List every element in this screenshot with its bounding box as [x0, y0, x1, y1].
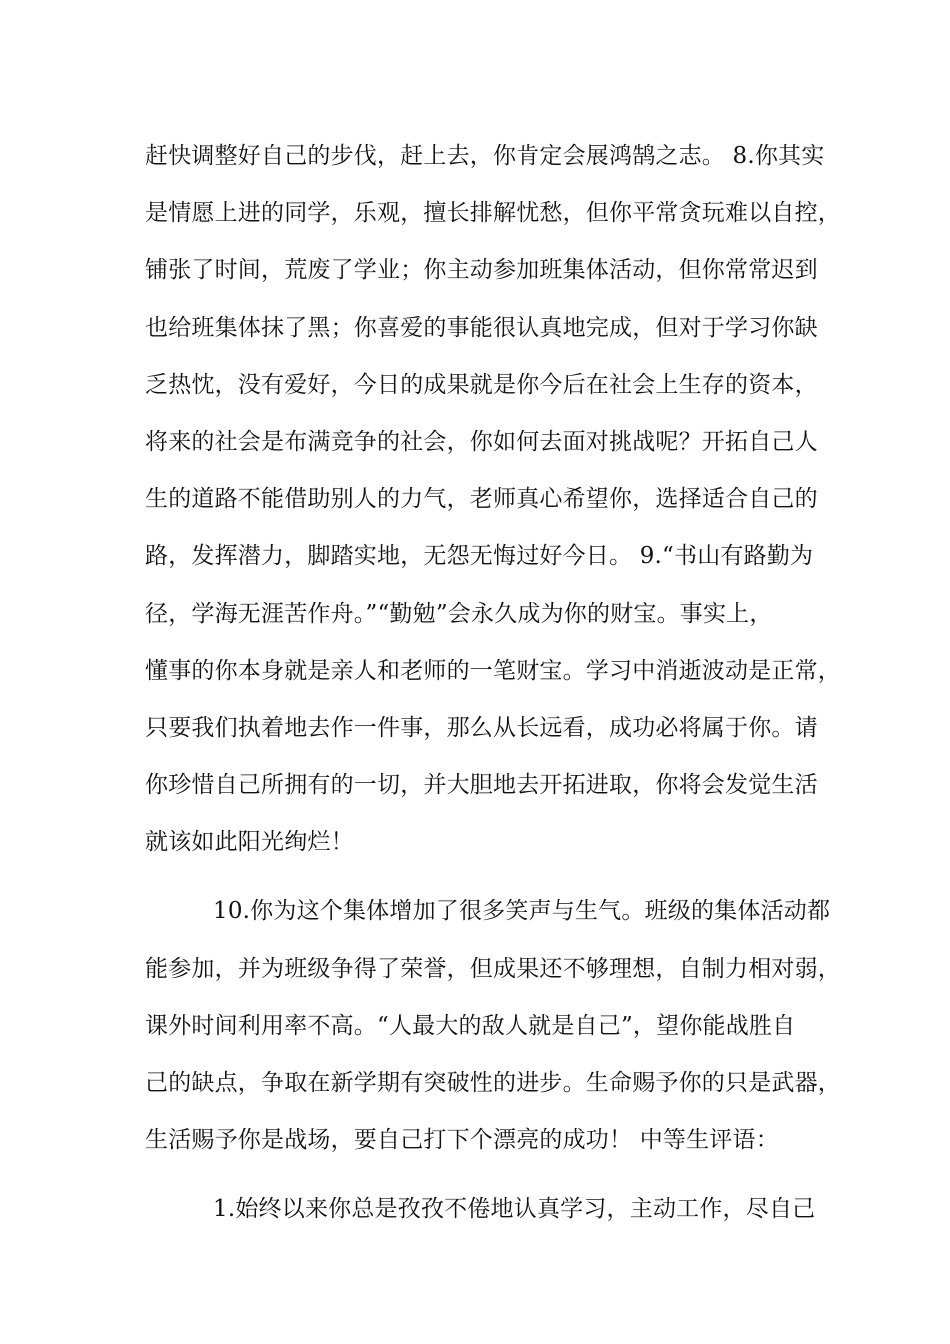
- text-line: 路，发挥潜力，脚踏实地，无怨无悔过好今日。 9.“书山有路勤为: [145, 543, 814, 570]
- paragraph-spacer: [145, 1169, 825, 1181]
- text-line: 只要我们执着地去作一件事，那么从长远看，成功必将属于你。请: [145, 714, 818, 741]
- text-line: 能参加，并为班级争得了荣誉，但成果还不够理想，自制力相对弱，: [145, 955, 841, 982]
- text-line: 也给班集体抹了黑；你喜爱的事能很认真地完成，但对于学习你缺: [145, 314, 818, 341]
- text-line: 课外时间利用率不高。“人最大的敌人就是自己”，望你能战胜自: [145, 1012, 796, 1039]
- text-line: 乏热忱，没有爱好，今日的成果就是你今后在社会上生存的资本，: [145, 371, 818, 398]
- text-line: 赶快调整好自己的步伐，赶上去，你肯定会展鸿鹄之志。 8.你其实: [145, 143, 825, 169]
- text-line-indented: 1.始终以来你总是孜孜不倦地认真学习，主动工作，尽自己: [213, 1196, 816, 1223]
- text-line: 将来的社会是布满竞争的社会，你如何去面对挑战呢？开拓自己人: [145, 428, 818, 455]
- text-line: 就该如此阳光绚烂！: [145, 829, 354, 856]
- text-line: 懂事的你本身就是亲人和老师的一笔财宝。学习中消逝波动是正常，: [145, 657, 841, 684]
- text-line: 径，学海无涯苦作舟。”“勤勉”会永久成为你的财宝。事实上，: [145, 600, 773, 627]
- text-line: 己的缺点，争取在新学期有突破性的进步。生命赐予你的只是武器，: [145, 1070, 841, 1096]
- document-body: [145, 128, 841, 1239]
- paragraph-2: [145, 883, 841, 1169]
- text-line: 你珍惜自己所拥有的一切，并大胆地去开拓进取，你将会发觉生活: [145, 772, 818, 799]
- paragraph-3: [145, 1181, 825, 1238]
- text-line: 是情愿上进的同学，乐观，擅长排解忧愁，但你平常贪玩难以自控，: [145, 200, 841, 227]
- text-line: 铺张了时间，荒废了学业；你主动参加班集体活动，但你常常迟到: [145, 257, 818, 284]
- paragraph-1: [145, 128, 841, 871]
- paragraph-spacer: [145, 871, 825, 883]
- text-line-indented: 10.你为这个集体增加了很多笑声与生气。班级的集体活动都: [213, 898, 831, 925]
- text-line: 生活赐予你是战场，要自己打下个漂亮的成功！ 中等生评语：: [145, 1127, 779, 1154]
- text-line: 生的道路不能借助别人的力气，老师真心希望你，选择适合自己的: [145, 486, 818, 513]
